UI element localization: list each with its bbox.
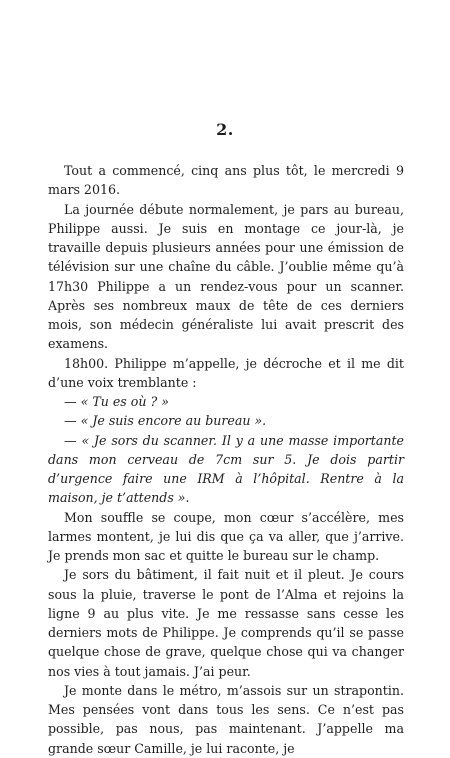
- body-text: [48, 161, 404, 758]
- dialogue-dash: —: [64, 432, 82, 448]
- paragraph: Tout a commencé, cinq ans plus tôt, le mercredi 9 mars 2016.: [48, 163, 404, 198]
- paragraph: 18h00. Philippe m’appelle, je décroche et il me dit d’une voix tremblante :: [48, 355, 404, 390]
- dialogue-line: [48, 431, 404, 508]
- dialogue-dash: —: [64, 394, 81, 409]
- paragraph: La journée débute normalement, je pars au bureau, Philippe aussi. Je suis en montage ce jour-là, je travaille depuis plusieurs années pour une émission de télévision sur une chaîne du câble. J’oublie même qu’à 17h30 Philippe a un rendez-vous pour un scanner. Après ses nombreux maux de tête de ces derniers mois, son médecin généraliste lui avait prescrit des examens.: [48, 201, 404, 352]
- paragraph: Je monte dans le métro, m’assois sur un strapontin. Mes pensées vont dans tous les sens. Ce n’est pas possible, pas nous, pas maintenant. J’appelle ma grande sœur Camille, je lui raconte, je: [48, 682, 404, 756]
- dialogue-text: « Je suis encore au bureau ».: [80, 413, 267, 429]
- dialogue-line: [48, 392, 404, 411]
- dialogue-text: « Je sors du scanner. Il y a une masse importante dans mon cerveau de 7cm sur 5. Je dois partir d’urgence faire une IRM à l’hôpital. Rentre à la maison, je t’attends ».: [48, 432, 404, 506]
- dialogue-dash: —: [64, 413, 81, 429]
- paragraph: Mon souffle se coupe, mon cœur s’accélère, mes larmes montent, je lui dis que ça va aller, que j’arrive. Je prends mon sac et quitte le bureau sur le champ.: [48, 509, 404, 563]
- dialogue-text: « Tu es où ? »: [80, 394, 169, 409]
- dialogue-line: [48, 411, 404, 430]
- chapter-heading: 2.: [216, 120, 234, 139]
- paragraph: Je sors du bâtiment, il fait nuit et il pleut. Je cours sous la pluie, traverse le pont de l’Alma et rejoins la ligne 9 au plus vite. Je me ressasse sans cesse les derniers mots de Philippe. Je comprends qu’il se passe quelque chose de grave, quelque chose qui va changer nos vies à tout jamais. J’ai peur.: [48, 567, 404, 679]
